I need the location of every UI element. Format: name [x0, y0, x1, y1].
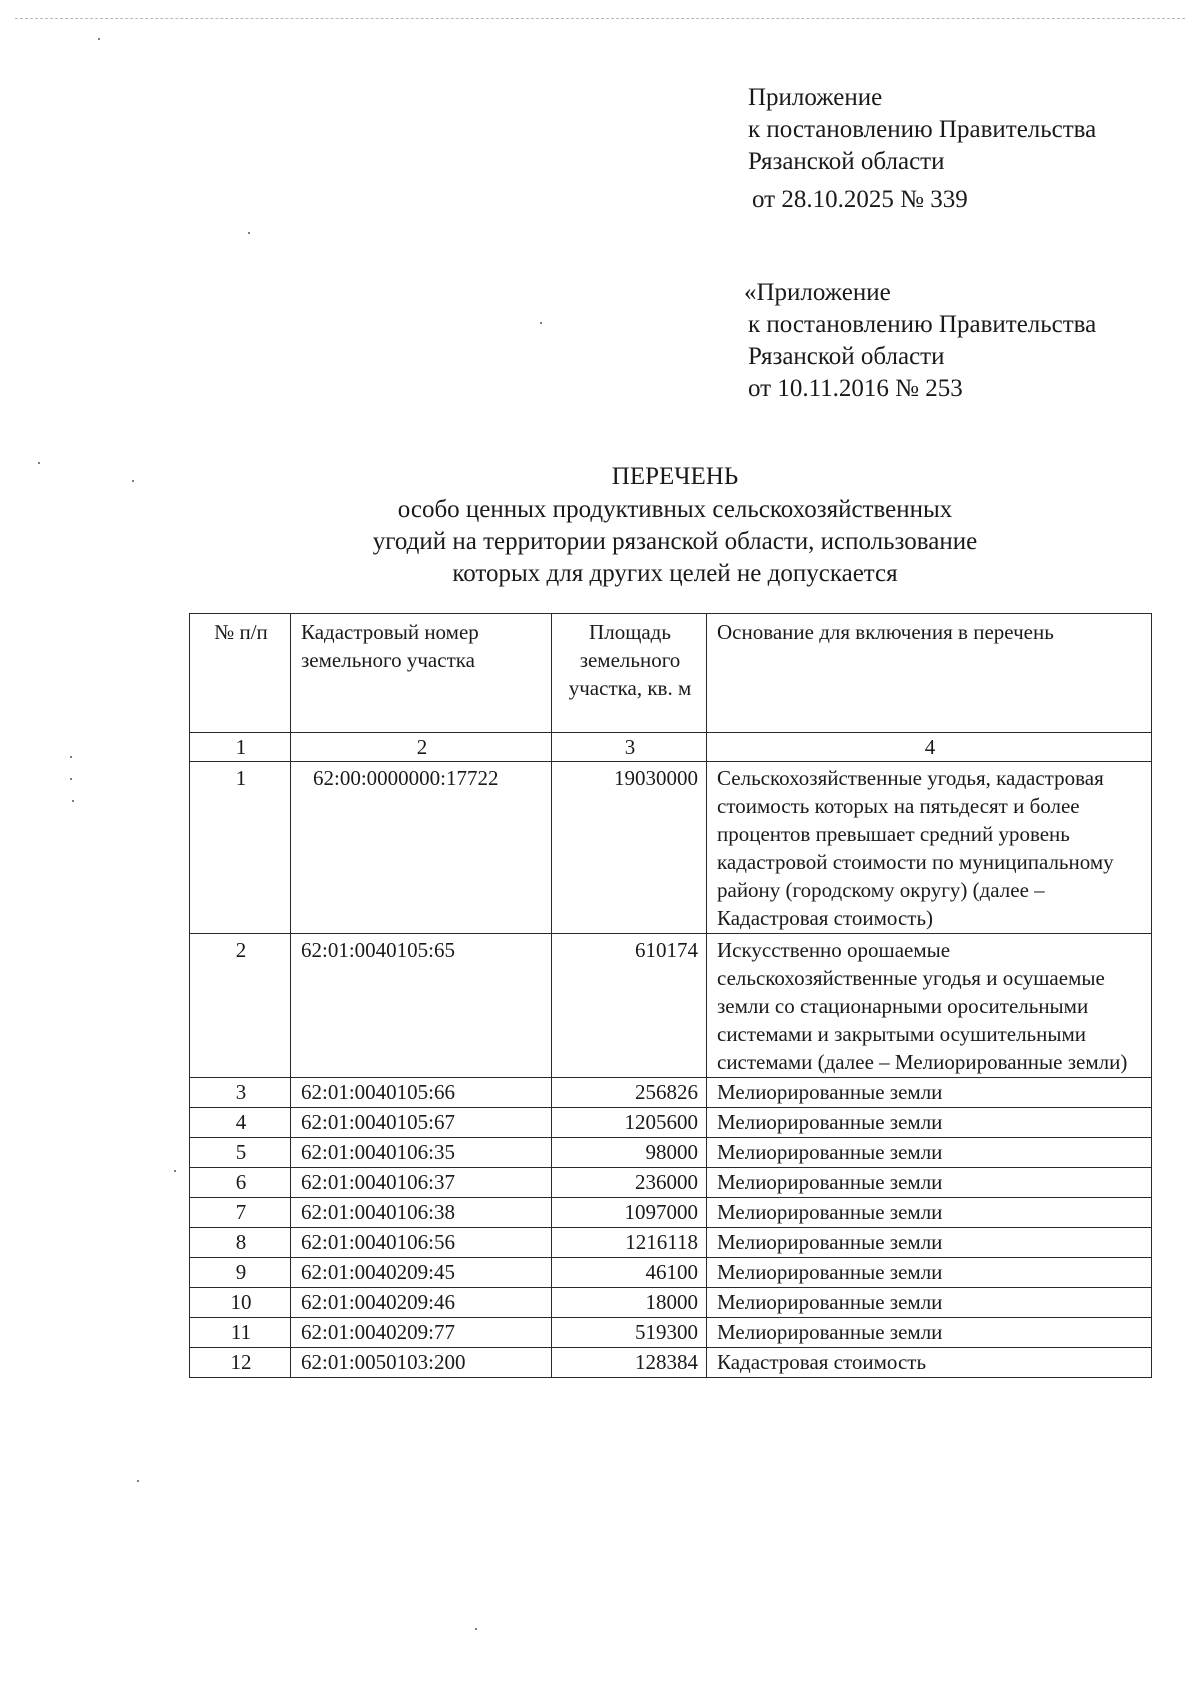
inclusion-basis: Мелиорированные земли — [707, 1228, 1152, 1258]
table-row — [190, 762, 1152, 934]
inclusion-basis: Мелиорированные земли — [707, 1318, 1152, 1348]
appendix-region-line: Рязанской области — [748, 343, 945, 370]
row-number: 7 — [190, 1198, 291, 1228]
row-number: 5 — [190, 1138, 291, 1168]
scan-speck — [98, 38, 100, 40]
plot-area: 98000 — [552, 1138, 707, 1168]
appendix-date-number: от 10.11.2016 № 253 — [748, 375, 963, 402]
cadastral-number: 62:01:0040209:77 — [291, 1318, 552, 1348]
table-row — [190, 1198, 1152, 1228]
table-row — [190, 1258, 1152, 1288]
plot-area: 236000 — [552, 1168, 707, 1198]
title-line: которых для других целей не допускается — [452, 560, 898, 587]
column-number: 1 — [190, 733, 291, 762]
cadastral-number: 62:01:0040106:56 — [291, 1228, 552, 1258]
appendix-resolution-line: к постановлению Правительства — [748, 311, 1097, 338]
plot-area: 1097000 — [552, 1198, 707, 1228]
inclusion-basis: Мелиорированные земли — [707, 1168, 1152, 1198]
cadastral-number: 62:00:0000000:17722 — [291, 762, 552, 934]
table-row — [190, 1348, 1152, 1378]
appendix-reference-previous — [744, 277, 1188, 405]
table-row — [190, 1138, 1152, 1168]
appendix-label: «Приложение — [744, 279, 891, 306]
table-header-row — [190, 614, 1152, 733]
plot-area: 128384 — [552, 1348, 707, 1378]
plot-area: 256826 — [552, 1078, 707, 1108]
scan-speck — [475, 1628, 477, 1630]
scan-edge — [15, 18, 1185, 19]
scan-speck — [38, 462, 40, 464]
row-number: 4 — [190, 1108, 291, 1138]
scan-speck — [248, 232, 250, 234]
cadastral-number: 62:01:0040105:65 — [291, 934, 552, 1078]
appendix-label: Приложение — [748, 84, 883, 111]
table-row — [190, 1288, 1152, 1318]
row-number: 11 — [190, 1318, 291, 1348]
cadastral-number: 62:01:0040106:35 — [291, 1138, 552, 1168]
cadastral-number: 62:01:0040106:38 — [291, 1198, 552, 1228]
appendix-resolution-line: к постановлению Правительства — [748, 116, 1097, 143]
inclusion-basis: Мелиорированные земли — [707, 1108, 1152, 1138]
row-number: 10 — [190, 1288, 291, 1318]
column-number: 3 — [552, 733, 707, 762]
scan-speck — [132, 480, 134, 482]
row-number: 6 — [190, 1168, 291, 1198]
inclusion-basis: Искусственно орошаемые сельскохозяйственные угодья и осушаемые земли со стационарными оросительными системами и закрытыми осушительными системами (далее – Мелиорированные земли) — [707, 934, 1152, 1078]
row-number: 1 — [190, 762, 291, 934]
scan-speck — [70, 778, 72, 780]
plot-area: 46100 — [552, 1258, 707, 1288]
column-number-row — [190, 733, 1152, 762]
inclusion-basis: Сельскохозяйственные угодья, кадастровая стоимость которых на пятьдесят и более процентов превышает средний уровень кадастровой стоимости по муниципальному району (городскому округу) (далее – Кадастровая стоимость) — [707, 762, 1152, 934]
cadastral-number: 62:01:0040106:37 — [291, 1168, 552, 1198]
cadastral-number: 62:01:0040105:67 — [291, 1108, 552, 1138]
table-row — [190, 1318, 1152, 1348]
appendix-region-line: Рязанской области — [748, 148, 945, 175]
plot-area: 18000 — [552, 1288, 707, 1318]
row-number: 12 — [190, 1348, 291, 1378]
document-title — [170, 461, 1180, 590]
table-row — [190, 1078, 1152, 1108]
table-row — [190, 934, 1152, 1078]
plot-area: 1205600 — [552, 1108, 707, 1138]
scan-speck — [72, 800, 74, 802]
header-cadastral-number: Кадастровый номер земельного участка — [291, 614, 552, 733]
row-number: 9 — [190, 1258, 291, 1288]
plot-area: 1216118 — [552, 1228, 707, 1258]
title-line: угодий на территории рязанской области, использование — [372, 528, 978, 555]
scan-speck — [70, 756, 72, 758]
plot-area: 19030000 — [552, 762, 707, 934]
scan-speck — [540, 322, 542, 324]
inclusion-basis: Кадастровая стоимость — [707, 1348, 1152, 1378]
inclusion-basis: Мелиорированные земли — [707, 1138, 1152, 1168]
cadastral-number: 62:01:0040105:66 — [291, 1078, 552, 1108]
plot-area: 519300 — [552, 1318, 707, 1348]
appendix-date-number: от 28.10.2025 № 339 — [752, 186, 968, 213]
row-number: 3 — [190, 1078, 291, 1108]
appendix-reference-current — [748, 82, 1188, 216]
cadastral-number: 62:01:0040209:46 — [291, 1288, 552, 1318]
title-heading: ПЕРЕЧЕНЬ — [611, 463, 739, 490]
cadastral-number: 62:01:0050103:200 — [291, 1348, 552, 1378]
scan-speck — [137, 1480, 139, 1482]
cadastral-number: 62:01:0040209:45 — [291, 1258, 552, 1288]
inclusion-basis: Мелиорированные земли — [707, 1078, 1152, 1108]
table-row — [190, 1168, 1152, 1198]
column-number: 4 — [707, 733, 1152, 762]
header-area: Площадь земельного участка, кв. м — [552, 614, 707, 733]
land-plots-table — [189, 613, 1152, 1378]
title-line: особо ценных продуктивных сельскохозяйственных — [397, 496, 953, 523]
table-row — [190, 1228, 1152, 1258]
header-basis: Основание для включения в перечень — [707, 614, 1152, 733]
column-number: 2 — [291, 733, 552, 762]
scan-speck — [174, 1170, 176, 1172]
inclusion-basis: Мелиорированные земли — [707, 1198, 1152, 1228]
inclusion-basis: Мелиорированные земли — [707, 1258, 1152, 1288]
inclusion-basis: Мелиорированные земли — [707, 1288, 1152, 1318]
header-number: № п/п — [190, 614, 291, 733]
row-number: 2 — [190, 934, 291, 1078]
table-row — [190, 1108, 1152, 1138]
row-number: 8 — [190, 1228, 291, 1258]
plot-area: 610174 — [552, 934, 707, 1078]
